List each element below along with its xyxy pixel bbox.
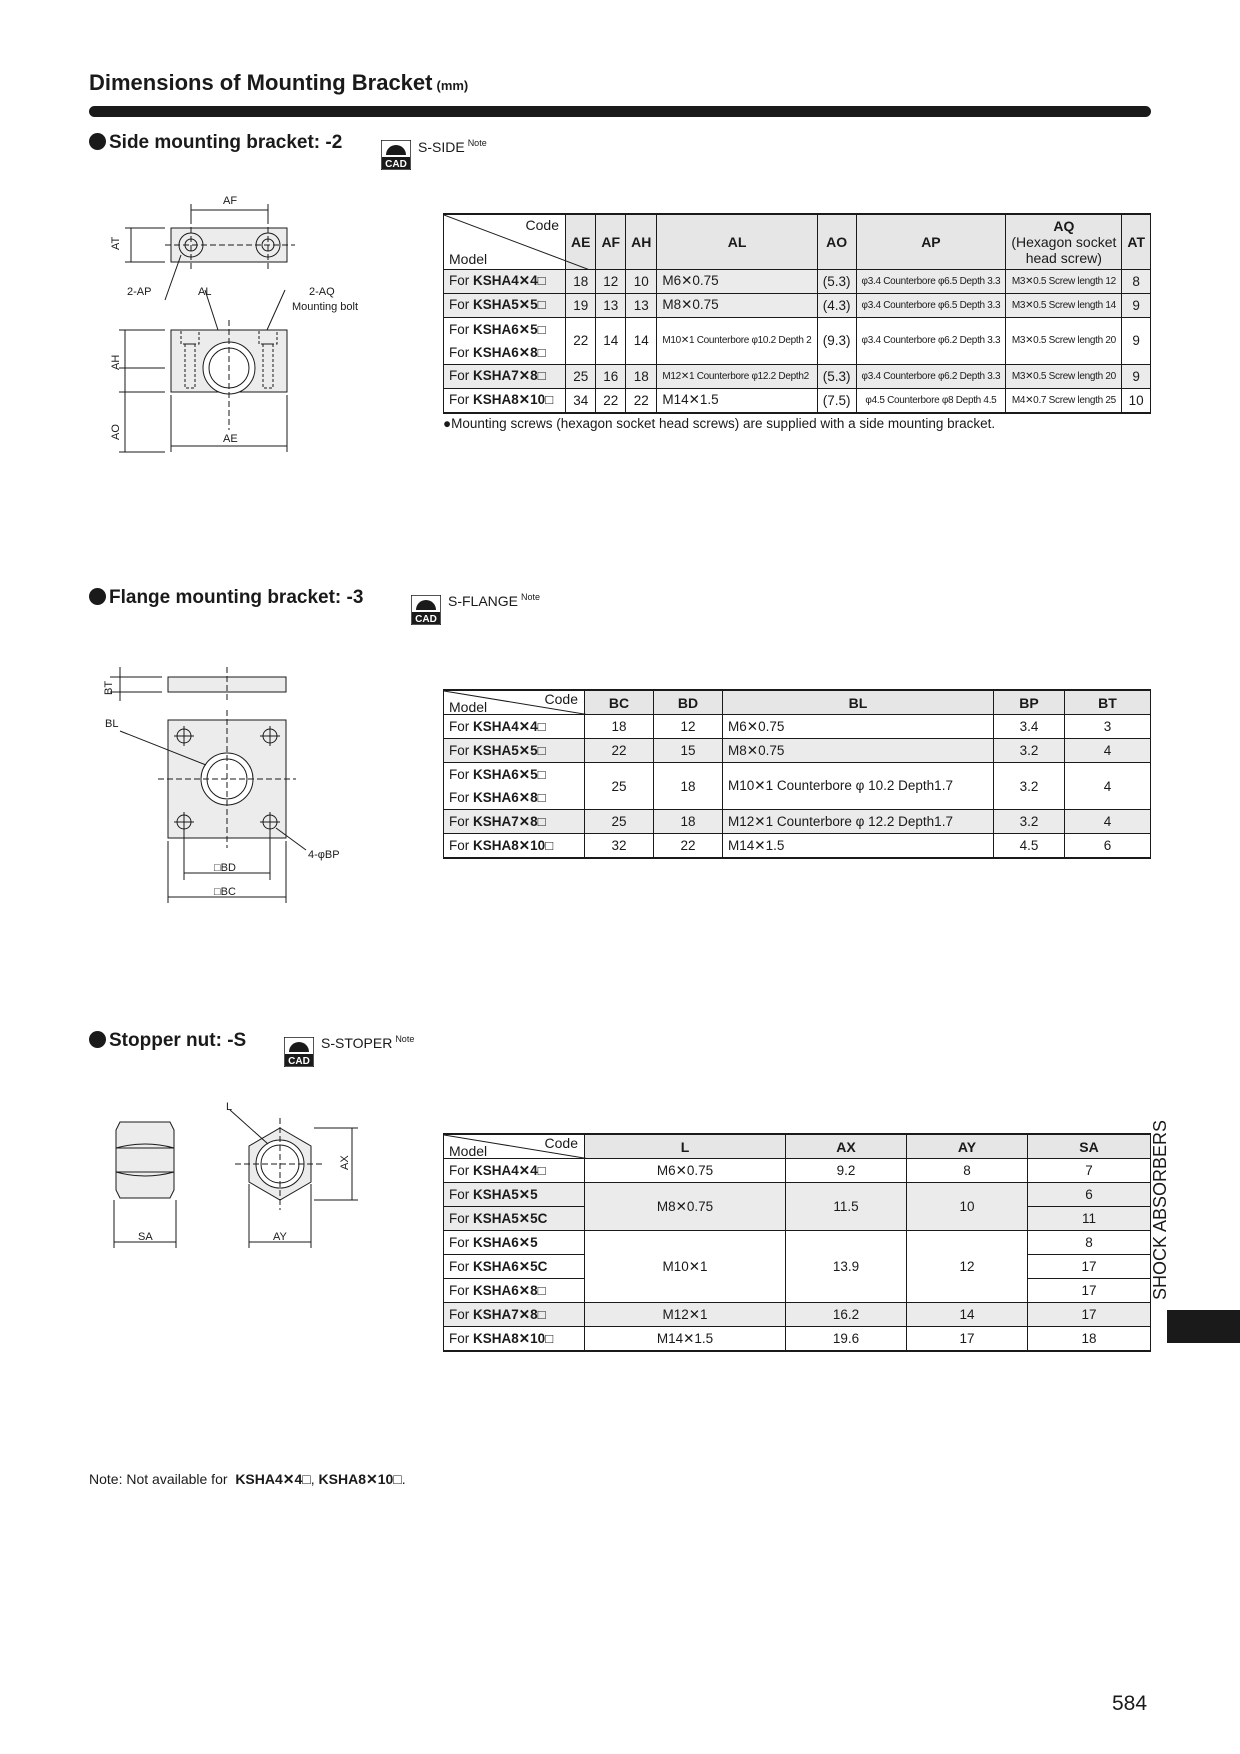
table-row: For KSHA7✕8□ M12✕1 16.2 14 17 [444, 1303, 1151, 1327]
side-note: ●Mounting screws (hexagon socket head screws) are supplied with a side mounting bracket. [443, 416, 996, 431]
cad-icon-text: CAD [288, 1056, 310, 1067]
bolt-label: Mounting bolt [292, 301, 359, 313]
note-mark: Note [395, 1034, 415, 1044]
model-cell: For KSHA7✕8□ [444, 364, 566, 388]
table-row: For KSHA4✕4□ 18 12 M6✕0.75 3.4 3 [444, 715, 1151, 739]
col-l: L [585, 1134, 786, 1159]
table-row: For KSHA7✕8□ 25 18 M12✕1 Counterbore φ 12.2 Depth1.7 3.2 4 [444, 810, 1151, 834]
bc-label: □BC [214, 886, 236, 898]
bullet-icon [89, 1031, 106, 1048]
table-row: For KSHA6✕5 M10✕1 13.9 12 8 [444, 1231, 1151, 1255]
ae-label: AE [223, 433, 238, 445]
col-af: AF [596, 214, 626, 269]
table-row: For KSHA6✕5□ For KSHA6✕8□ 25 18 M10✕1 Counterbore φ 10.2 Depth1.7 3.2 4 [444, 763, 1151, 810]
table-row: For KSHA5✕5□ 22 15 M8✕0.75 3.2 4 [444, 739, 1151, 763]
col-ay: AY [907, 1134, 1028, 1159]
model-cell: For KSHA8✕10□ [444, 1327, 585, 1352]
af-label: AF [223, 195, 238, 207]
model-cell: For KSHA4✕4□ [444, 1159, 585, 1183]
side-tab-marker [1167, 1310, 1240, 1343]
model-cell: For KSHA5✕5□ [444, 293, 566, 317]
model-cell: For KSHA6✕8□ [444, 1279, 585, 1303]
bp-label: 4-φBP [308, 849, 340, 861]
bd-label: □BD [214, 862, 236, 874]
table-row: For KSHA4✕4□ M6✕0.75 9.2 8 7 [444, 1159, 1151, 1183]
cad-icon[interactable] [381, 140, 411, 170]
flange-bracket-drawing [100, 665, 380, 905]
table-row: For KSHA8✕10□ 32 22 M14✕1.5 4.5 6 [444, 834, 1151, 859]
stopper-nut-table [443, 1133, 1151, 1352]
model-cell: For KSHA5✕5C [444, 1207, 585, 1231]
col-ax: AX [786, 1134, 907, 1159]
stopper-section-heading: Stopper nut: -S [89, 1030, 246, 1052]
stopper-nut-drawing [100, 1100, 380, 1260]
table-row: For KSHA5✕5C 11 [444, 1207, 1151, 1231]
flange-cad-label[interactable]: S-FLANGE $^{Note}$ [448, 592, 541, 609]
table-row: For KSHA6✕8□ 17 [444, 1279, 1151, 1303]
col-ao: AO [817, 214, 856, 269]
page-title: Dimensions of Mounting Bracket (mm) [89, 70, 469, 95]
model-cell: For KSHA6✕5□ For KSHA6✕8□ [444, 763, 585, 810]
col-ae: AE [565, 214, 595, 269]
table-row: For KSHA5✕5 M8✕0.75 11.5 10 6 [444, 1183, 1151, 1207]
model-cell: For KSHA6✕5C [444, 1255, 585, 1279]
table-row: For KSHA8✕10□ 34 22 22 M14✕1.5 (7.5) φ4.5 Counterbore φ8 Depth 4.5 M4✕0.7 Screw length 25 10 [444, 388, 1151, 413]
cad-icon[interactable] [284, 1037, 314, 1067]
note-mark: Note [521, 592, 541, 602]
model-cell: For KSHA8✕10□ [444, 388, 566, 413]
bullet-icon [89, 588, 106, 605]
at-label: AT [110, 236, 122, 250]
flange-section-heading: Flange mounting bracket: -3 [89, 587, 363, 609]
model-cell: For KSHA5✕5□ [444, 739, 585, 763]
side-cad-label[interactable]: S-SIDE $^{Note}$ [418, 138, 487, 155]
aq-label: 2-AQ [309, 286, 335, 298]
al-label: AL [198, 286, 212, 298]
ay-label: AY [273, 1231, 287, 1243]
ao-label: AO [110, 424, 122, 440]
table-row: For KSHA6✕5C 17 [444, 1255, 1151, 1279]
stopper-cad-label[interactable]: S-STOPER $^{Note}$ [321, 1034, 415, 1051]
col-at: AT [1122, 214, 1151, 269]
model-cell: For KSHA6✕5 [444, 1231, 585, 1255]
ax-label: AX [339, 1155, 351, 1170]
model-cell: For KSHA6✕5□ For KSHA6✕8□ [444, 317, 566, 364]
ah-label: AH [110, 354, 122, 370]
cad-icon-text: CAD [415, 614, 437, 625]
side-bracket-table [443, 213, 1151, 414]
title-rule [89, 106, 1151, 117]
side-bracket-drawing [105, 190, 385, 470]
unit-label: (mm) [436, 78, 469, 93]
ap-label: 2-AP [127, 286, 152, 298]
model-cell: For KSHA4✕4□ [444, 715, 585, 739]
col-ah: AH [626, 214, 657, 269]
col-bp: BP [994, 690, 1065, 715]
table-row: For KSHA6✕5□ For KSHA6✕8□ 22 14 14 M10✕1 Counterbore φ10.2 Depth 2 (9.3) φ3.4 Counterbore φ6.2 Depth 3.3 M3✕0.5 Screw length 20 9 [444, 317, 1151, 364]
table-row: For KSHA5✕5□ 19 13 13 M8✕0.75 (4.3) φ3.4 Counterbore φ6.5 Depth 3.3 M3✕0.5 Screw length 14 9 [444, 293, 1151, 317]
model-cell: For KSHA4✕4□ [444, 269, 566, 293]
table-corner: Code Model [444, 214, 566, 269]
col-sa: SA [1028, 1134, 1151, 1159]
bt-label: BT [103, 680, 115, 695]
col-al: AL [657, 214, 817, 269]
col-bc: BC [585, 690, 654, 715]
col-ap: AP [856, 214, 1006, 269]
note-mark: Note [467, 138, 487, 148]
cad-icon-text: CAD [385, 159, 407, 170]
bullet-icon [89, 133, 106, 150]
model-cell: For KSHA5✕5 [444, 1183, 585, 1207]
cad-icon[interactable] [411, 595, 441, 625]
side-tab-label: SHOCK ABSORBERS [1150, 1119, 1170, 1300]
col-bt: BT [1065, 690, 1151, 715]
col-bl: BL [723, 690, 994, 715]
side-section-heading: Side mounting bracket: -2 [89, 132, 342, 154]
l-label: L [226, 1101, 233, 1113]
table-row: For KSHA4✕4□ 18 12 10 M6✕0.75 (5.3) φ3.4 Counterbore φ6.5 Depth 3.3 M3✕0.5 Screw length 12 8 [444, 269, 1151, 293]
model-cell: For KSHA7✕8□ [444, 1303, 585, 1327]
sa-label: SA [138, 1231, 153, 1243]
table-corner: Code Model [444, 690, 585, 715]
table-corner: Code Model [444, 1134, 585, 1159]
model-cell: For KSHA8✕10□ [444, 834, 585, 859]
table-row: For KSHA8✕10□ M14✕1.5 19.6 17 18 [444, 1327, 1151, 1352]
bl-label: BL [105, 718, 119, 730]
col-aq: AQ (Hexagon socket head screw) [1006, 214, 1122, 269]
model-cell: For KSHA7✕8□ [444, 810, 585, 834]
col-bd: BD [654, 690, 723, 715]
footer-note: Note: Not available for KSHA4✕4□, KSHA8✕10□. [89, 1471, 406, 1487]
table-row: For KSHA7✕8□ 25 16 18 M12✕1 Counterbore φ12.2 Depth2 (5.3) φ3.4 Counterbore φ6.2 Depth 3.3 M3✕0.5 Screw length 20 9 [444, 364, 1151, 388]
flange-bracket-table [443, 689, 1151, 859]
page-number: 584 [1112, 1692, 1148, 1715]
